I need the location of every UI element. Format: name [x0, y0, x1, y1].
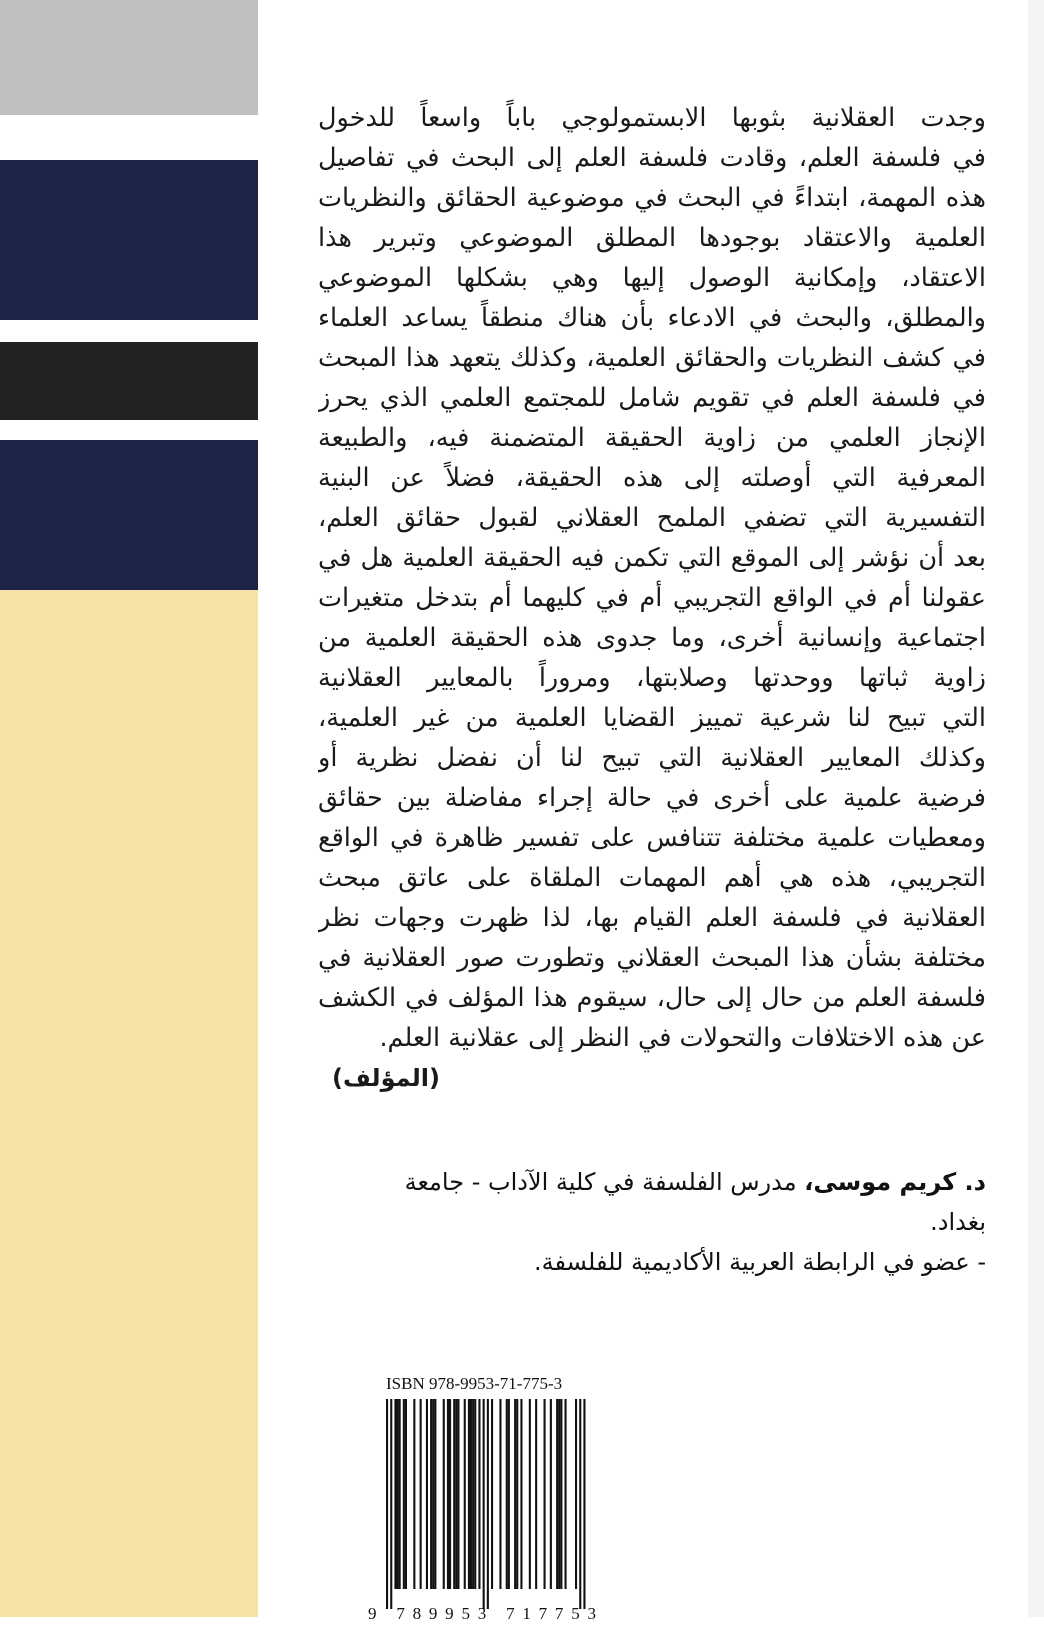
barcode-bar	[390, 1399, 392, 1609]
blurb-line: التجريبي، هذه هي أهم المهمات الملقاة على عاتق مبحث	[318, 863, 986, 893]
blurb-line: اجتماعية وإنسانية أخرى، وما جدوى هذه الحقيقة العلمية من	[318, 623, 986, 653]
blurb-line: عن هذه الاختلافات والتحولات في النظر إلى عقلانية العلم.	[379, 1023, 986, 1053]
blurb-line: هذه المهمة، ابتداءً في البحث في موضوعية الحقائق والنظريات	[318, 183, 986, 213]
barcode-bar	[472, 1399, 474, 1589]
barcode-bar	[468, 1399, 470, 1589]
barcode-bar	[506, 1399, 508, 1589]
author-signature: (المؤلف)	[332, 1064, 440, 1092]
barcode-bar	[535, 1399, 537, 1589]
barcode-bar	[403, 1399, 405, 1589]
blurb-line: والمطلق، والبحث في الادعاء بأن هناك منطقاً يساعد العلماء	[318, 303, 986, 333]
author-bio-line3: - عضو في الرابطة العربية الأكاديمية للفلسفة.	[534, 1248, 986, 1276]
blurb-line: الإنجاز العلمي من زاوية الحقيقة المتضمنة فيه، والطبيعة	[318, 423, 986, 453]
barcode-bar	[579, 1399, 581, 1609]
blurb-line: التي تبيح لنا شرعية تمييز القضايا العلمية من غير العلمية،	[318, 703, 986, 733]
barcode-bar	[397, 1399, 399, 1589]
barcode-bar	[516, 1399, 518, 1589]
cover-band-cream	[0, 590, 258, 1617]
barcode-bar	[449, 1399, 451, 1589]
barcode-bar	[474, 1399, 476, 1589]
blurb-line: الاعتقاد، وإمكانية الوصول إليها وهي بشكلها الموضوعي	[318, 263, 986, 293]
barcode-bar	[434, 1399, 436, 1589]
blurb-line: عقولنا أم في الواقع التجريبي أم في كليهما أم بتدخل متغيرات	[318, 583, 986, 613]
author-bio-line2: بغداد.	[930, 1208, 986, 1236]
blurb-line: فلسفة العلم من حال إلى حال، سيقوم هذا المؤلف في الكشف	[318, 983, 986, 1013]
barcode-bar	[405, 1399, 407, 1589]
barcode-bar	[575, 1399, 577, 1589]
barcode-bar	[394, 1399, 396, 1589]
author-bio-line1	[318, 1162, 986, 1202]
blurb-text	[318, 98, 986, 1098]
cover-band-navy	[0, 160, 258, 320]
barcode-bar	[556, 1399, 558, 1589]
barcode-bar	[455, 1399, 457, 1589]
barcode-bar	[491, 1399, 493, 1589]
barcode-bar	[426, 1399, 428, 1589]
blurb-line: وكذلك المعايير العقلانية التي تبيح لنا أن نفضل نظرية أو	[318, 743, 986, 773]
barcode-bar	[483, 1399, 485, 1609]
blurb-line: العلمية والاعتقاد بوجودها المطلق الموضوعي وتبرير هذا	[318, 223, 986, 253]
cover-band-gray	[0, 0, 258, 115]
page-edge	[1028, 0, 1044, 1617]
author-name: د. كريم موسى،	[804, 1168, 986, 1196]
barcode-bar	[520, 1399, 522, 1589]
barcode-bar	[457, 1399, 459, 1589]
barcode-icon	[366, 1395, 604, 1625]
barcode-bar	[443, 1399, 445, 1589]
barcode-bar	[399, 1399, 401, 1589]
barcode-bar	[420, 1399, 422, 1589]
author-title: مدرس الفلسفة في كلية الآداب - جامعة	[404, 1168, 805, 1196]
barcode-bar	[550, 1399, 552, 1589]
barcode-bar	[464, 1399, 466, 1589]
cover-band-black	[0, 342, 258, 420]
barcode-bar	[529, 1399, 531, 1589]
barcode-bar	[558, 1399, 560, 1589]
barcode-bar	[413, 1399, 415, 1589]
barcode-bar	[560, 1399, 562, 1589]
barcode-bar	[514, 1399, 516, 1589]
barcode-bar	[386, 1399, 388, 1609]
barcode-bar	[544, 1399, 546, 1589]
author-bio	[318, 1162, 986, 1282]
blurb-line: العقلانية في فلسفة العلم القيام بها، لذا ظهرت وجهات نظر	[318, 903, 986, 933]
isbn-barcode-box	[366, 1373, 604, 1625]
isbn-label: ISBN 978-9953-71-775-3	[386, 1374, 563, 1393]
barcode-bar	[583, 1399, 585, 1609]
blurb-line: بعد أن نؤشر إلى الموقع التي تكمن فيه الحقيقة العلمية هل في	[318, 543, 986, 573]
barcode-bar	[499, 1399, 501, 1589]
blurb-line: في فلسفة العلم في تقويم شامل للمجتمع العلمي الذي يحرز	[318, 383, 986, 413]
barcode-bar	[430, 1399, 432, 1589]
barcode-bar	[453, 1399, 455, 1589]
barcode-bar	[565, 1399, 567, 1589]
barcode-bar	[508, 1399, 510, 1589]
blurb-line: ومعطيات علمية مختلفة تتنافس على تفسير ظاهرة في الواقع	[318, 823, 986, 853]
barcode-bar	[470, 1399, 472, 1589]
blurb-line: وجدت العقلانية بثوبها الابستمولوجي باباً واسعاً للدخول	[318, 103, 986, 133]
blurb-line: مختلفة بشأن هذا المبحث العقلاني وتطورت صور العقلانية في	[318, 943, 986, 973]
blurb-line: المعرفية التي أوصلته إلى هذه الحقيقة، فضلاً عن البنية	[318, 463, 986, 493]
blurb-line: التفسيرية التي تضفي الملمح العقلاني لقبول حقائق العلم،	[318, 503, 986, 533]
blurb-line: في فلسفة العلم، وقادت فلسفة العلم إلى البحث في تفاصيل	[318, 143, 986, 173]
barcode-digits: 9 789953 717753	[368, 1604, 596, 1623]
blurb-line: في كشف النظريات والحقائق العلمية، وكذلك يتعهد هذا المبحث	[318, 343, 986, 373]
barcode-bar	[432, 1399, 434, 1589]
barcode-bar	[487, 1399, 489, 1609]
barcode-bar	[478, 1399, 480, 1589]
blurb-line: زاوية ثباتها ووحدتها وصلابتها، ومروراً بالمعايير العقلانية	[318, 663, 986, 693]
blurb-line: فرضية علمية على أخرى في حالة إجراء مفاضلة بين حقائق	[318, 783, 986, 813]
cover-band-navy-lower	[0, 440, 258, 590]
barcode-bar	[447, 1399, 449, 1589]
